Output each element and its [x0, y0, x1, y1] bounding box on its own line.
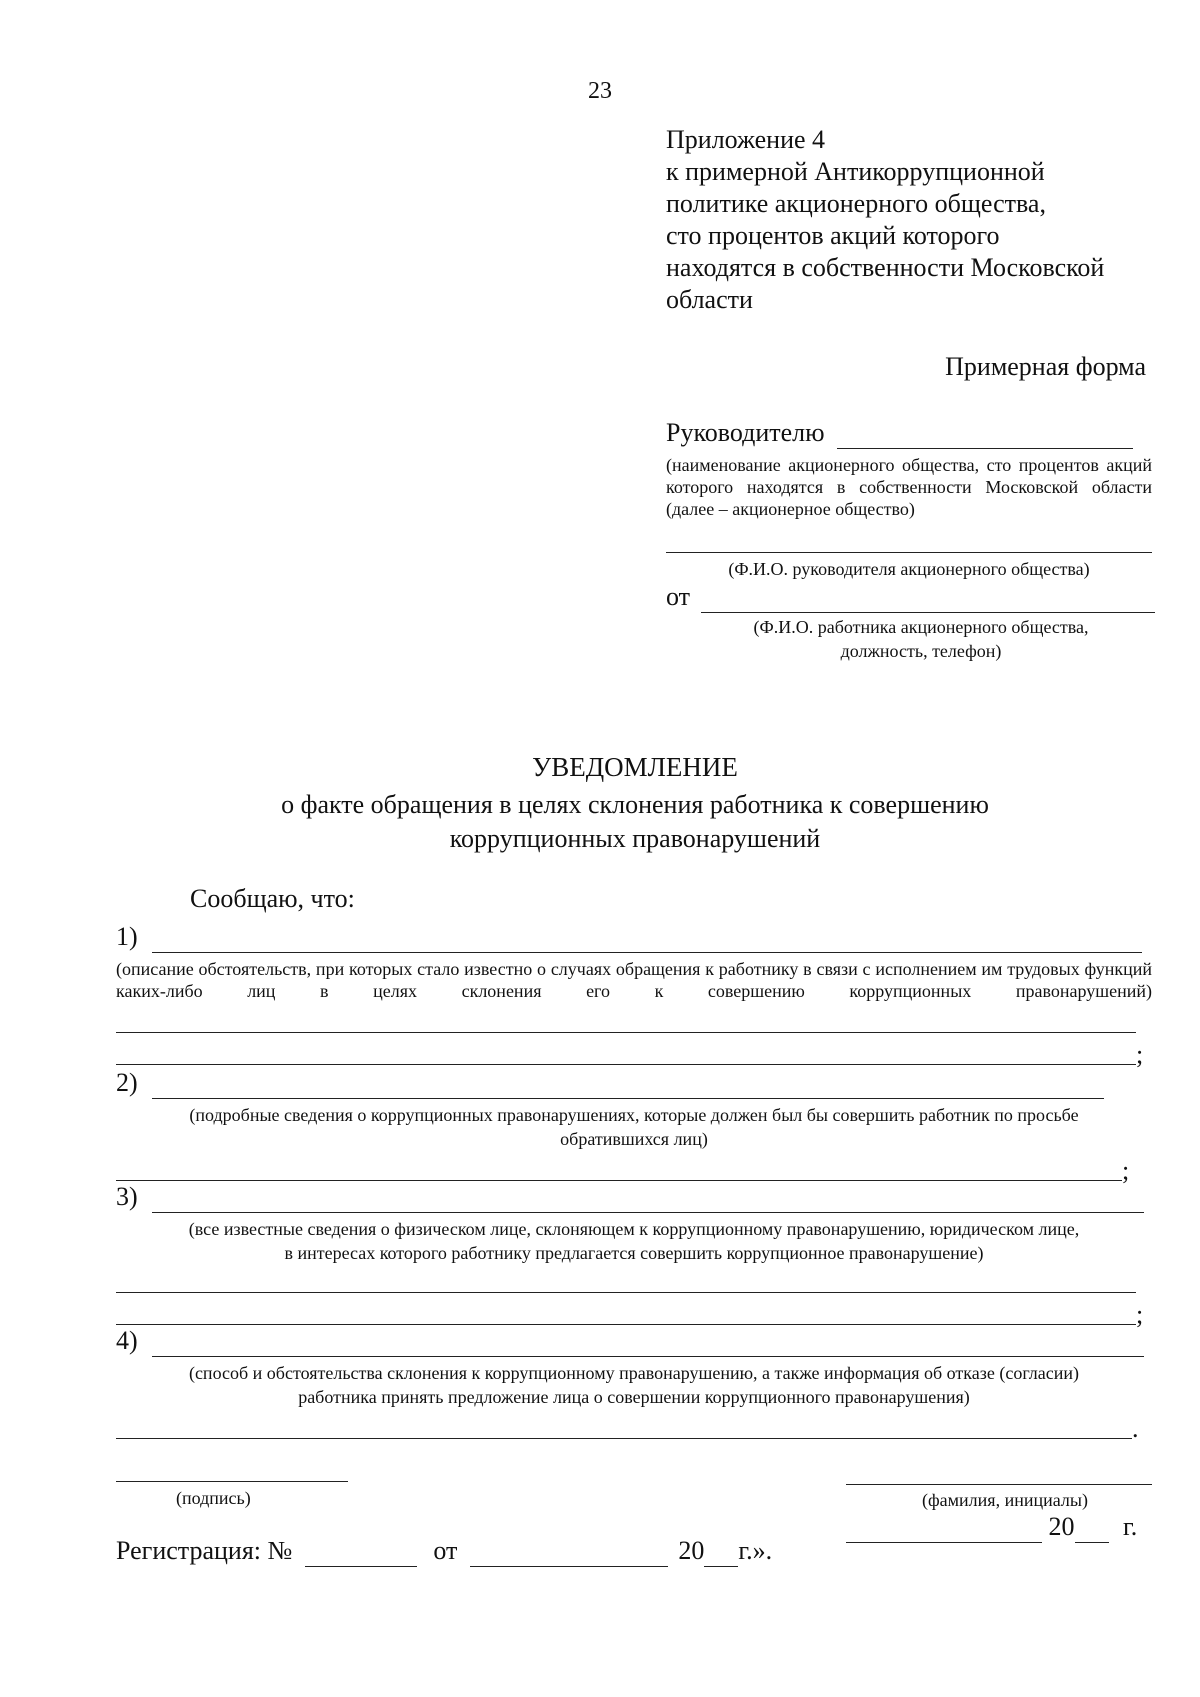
- name-initials-field[interactable]: [846, 1484, 1152, 1485]
- signature-field[interactable]: [116, 1481, 348, 1482]
- item-2-hint-line2: обратившихся лиц): [560, 1129, 708, 1149]
- registration-year-prefix: 20: [678, 1536, 705, 1565]
- form-type-label: Примерная форма: [945, 352, 1146, 381]
- item-1-field-line2[interactable]: [116, 1032, 1136, 1033]
- registration-year-suffix: г.».: [738, 1536, 773, 1565]
- appendix-line: к примерной Антикоррупционной: [666, 157, 1045, 186]
- registration-line: [116, 1536, 772, 1567]
- document-title: УВЕДОМЛЕНИЕ: [532, 752, 738, 782]
- appendix-line: Приложение 4: [666, 125, 826, 154]
- registration-from-label: от: [433, 1536, 458, 1565]
- item-3-field-line2[interactable]: [116, 1292, 1136, 1293]
- appendix-line: области: [666, 285, 753, 314]
- from-label: от: [666, 582, 691, 611]
- appendix-line: находятся в собственности Московской: [666, 253, 1105, 282]
- addressee-line: [666, 418, 1133, 449]
- registration-date-field[interactable]: [470, 1536, 668, 1567]
- appendix-note: [666, 124, 1104, 316]
- signature-year-suffix: г.: [1123, 1512, 1138, 1541]
- item-2-field[interactable]: [152, 1098, 1104, 1099]
- from-hint-line1: (Ф.И.О. работника акционерного общества,: [753, 617, 1089, 637]
- from-line: [666, 582, 1155, 613]
- signature-year-prefix: 20: [1048, 1512, 1075, 1541]
- item-4-end-mark: .: [1132, 1414, 1139, 1443]
- signature-year-field[interactable]: [1075, 1512, 1109, 1543]
- signature-date-line: [846, 1512, 1137, 1543]
- item-3-number: 3): [116, 1182, 138, 1211]
- item-1-hint: (описание обстоятельств, при которых стало известно о случаях обращения к работнику в связи с исполнением им трудовых функций каких-либо лиц в целях склонения его к совершению коррупционных правонарушений): [116, 959, 1152, 1001]
- item-3-end-mark: ;: [1136, 1300, 1144, 1329]
- item-2-number: 2): [116, 1068, 138, 1097]
- from-employee-field[interactable]: [701, 582, 1155, 613]
- appendix-line: сто процентов акций которого: [666, 221, 1000, 250]
- appendix-line: политике акционерного общества,: [666, 189, 1046, 218]
- page-number: 23: [588, 78, 612, 104]
- item-3-field[interactable]: [152, 1212, 1144, 1213]
- item-1-number: 1): [116, 922, 138, 951]
- addressee-label: Руководителю: [666, 418, 825, 447]
- item-1-field-line3[interactable]: [116, 1064, 1136, 1065]
- item-3-field-line3[interactable]: [116, 1324, 1136, 1325]
- head-name-field[interactable]: [666, 552, 1152, 553]
- addressee-org-hint: (наименование акционерного общества, сто процентов акций которого находятся в собственности Московской области (далее – акционерное общество): [666, 455, 1152, 519]
- item-4-field[interactable]: [152, 1356, 1144, 1357]
- item-4-hint-line1: (способ и обстоятельства склонения к коррупционному правонарушению, а также информация об отказе (согласии): [188, 1363, 1080, 1383]
- item-4-hint-line2: работника принять предложение лица о совершении коррупционного правонарушения): [298, 1387, 970, 1407]
- document-subtitle-line1: о факте обращения в целях склонения работника к совершению: [281, 790, 989, 819]
- signature-date-day-month-field[interactable]: [846, 1512, 1042, 1543]
- registration-label: Регистрация: №: [116, 1536, 293, 1565]
- item-1-field[interactable]: [152, 952, 1142, 953]
- item-2-end-mark: ;: [1122, 1156, 1130, 1185]
- from-hint-line2: должность, телефон): [840, 641, 1002, 661]
- name-initials-label: (фамилия, инициалы): [922, 1490, 1088, 1510]
- item-3-hint-line2: в интересах которого работнику предлагается совершить коррупционное правонарушение): [284, 1243, 984, 1263]
- addressee-org-field[interactable]: [837, 418, 1133, 449]
- item-2-field-line2[interactable]: [116, 1180, 1122, 1181]
- item-4-number: 4): [116, 1326, 138, 1355]
- item-4-field-line2[interactable]: [116, 1438, 1132, 1439]
- registration-year-field[interactable]: [704, 1536, 738, 1567]
- registration-number-field[interactable]: [305, 1536, 417, 1567]
- signature-label: (подпись): [176, 1488, 251, 1508]
- item-3-hint-line1: (все известные сведения о физическом лице, склоняющем к коррупционному правонарушению, юридическом лице,: [188, 1219, 1080, 1239]
- item-2-hint-line1: (подробные сведения о коррупционных правонарушениях, которые должен был бы совершить работник по просьбе: [189, 1105, 1079, 1125]
- head-name-hint: (Ф.И.О. руководителя акционерного общества): [728, 559, 1090, 579]
- intro-text: Сообщаю, что:: [190, 884, 355, 913]
- document-subtitle-line2: коррупционных правонарушений: [449, 824, 821, 853]
- item-1-end-mark: ;: [1136, 1040, 1144, 1069]
